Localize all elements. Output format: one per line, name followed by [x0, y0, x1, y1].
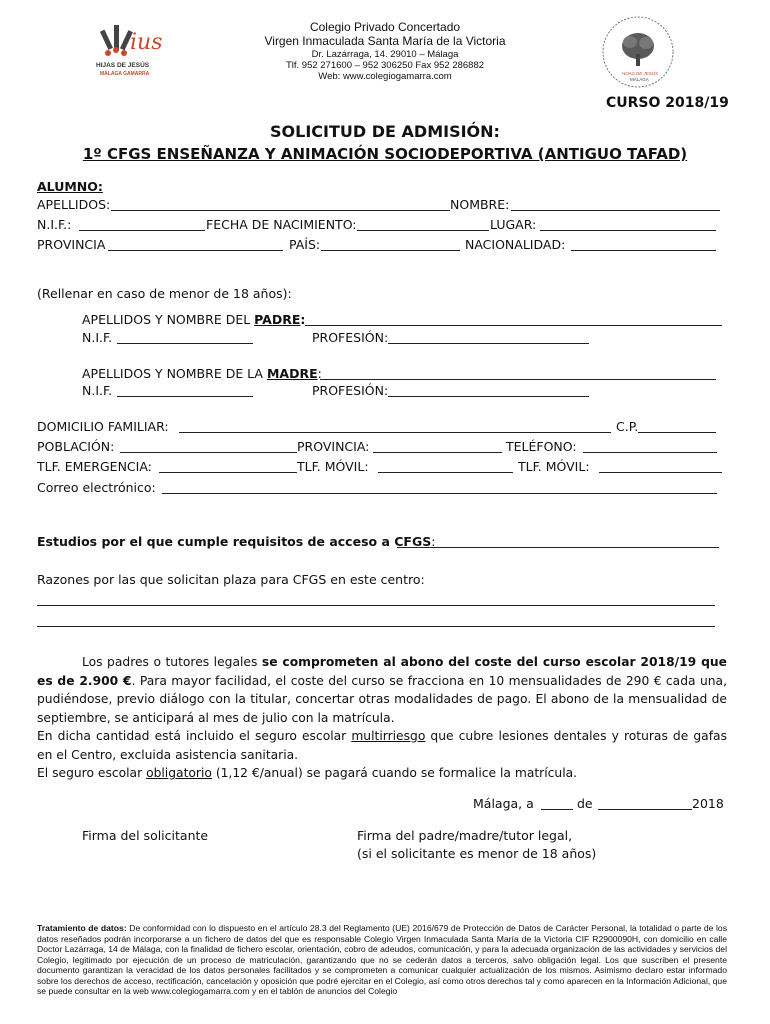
padre-name-field[interactable]	[305, 325, 722, 326]
nombre-label: NOMBRE:	[450, 197, 510, 212]
domicilio-label: DOMICILIO FAMILIAR:	[37, 419, 169, 434]
date-month-field[interactable]	[598, 809, 692, 810]
apellidos-field[interactable]	[111, 210, 450, 211]
correo-label: Correo electrónico:	[37, 480, 156, 495]
logo-left-line1: HIJAS DE JESÚS	[96, 62, 150, 69]
pais-label: PAÍS:	[289, 237, 321, 252]
privacy-notice: Tratamiento de datos: De conformidad con lo dispuesto en el artículo 28.3 del Reglamento (UE) 2016/679 de Protección de Datos de Carácter Personal, la totalidad o parte de los datos reseñados podrán incorporarse a un fichero de datos del que es responsable Colegio Virgen Inmaculada Santa María de la Victoria CIF R2900090H, con domicilio en calle Doctor Lazárraga, 14 de Málaga, con la finalidad de fichero escolar, orientación, cobro de adeudos, comunicación, y para la adecuada organización de las actividades y servicios del Colegio, legitimado por ejecución de un proceso de matriculación, garantizando que no se cederán datos a terceros, salvo obligación legal. Los que suscriben el presente documento garantizan la veracidad de los datos personales facilitados y se comprometen a comunicar cualquier actualización de los mismos. Asimismo declaro estar informado sobre los derechos de acceso, rectificación, cancelación y oposición que podré ejercitar en el Colegio, así como otros derechos tal y como aparecen en la Información Adicional, que se puede consultar en la web www.colegiogamarra.com y en el tablón de anuncios del Colegio	[37, 923, 727, 996]
school-name: Virgen Inmaculada Santa María de la Victoria	[264, 34, 506, 48]
razones-label: Razones por las que solicitan plaza para CFGS en este centro:	[37, 572, 425, 587]
pais-field[interactable]	[321, 250, 460, 251]
domicilio-field[interactable]	[179, 432, 611, 433]
course-year: CURSO 2018/19	[606, 95, 729, 111]
correo-field[interactable]	[162, 493, 717, 494]
multirriesgo-term: multirriesgo	[351, 729, 426, 743]
date-de: de	[577, 796, 593, 811]
lugar-field[interactable]	[540, 230, 716, 231]
apellidos-label: APELLIDOS:	[37, 197, 111, 212]
nif-field[interactable]	[79, 230, 205, 231]
tlf-movil-1-field[interactable]	[378, 472, 513, 473]
school-web: Web: www.colegiogamarra.com	[318, 71, 452, 82]
provincia2-field[interactable]	[373, 452, 502, 453]
padre-nif-field[interactable]	[117, 343, 253, 344]
provincia-field[interactable]	[108, 250, 283, 251]
estudios-label: Estudios por el que cumple requisitos de acceso a CFGS:	[37, 534, 436, 549]
logo-right-line2: MÁLAGA	[630, 77, 649, 82]
date-day-field[interactable]	[541, 809, 573, 810]
logo-left-line2: MÁLAGA GAMARRA	[100, 71, 150, 77]
estudios-field[interactable]	[397, 547, 719, 548]
minor-note: (Rellenar en caso de menor de 18 años):	[37, 286, 292, 301]
school-phones: Tlf. 952 271600 – 952 306250 Fax 952 286882	[285, 60, 485, 71]
padre-profesion-field[interactable]	[388, 343, 589, 344]
nacionalidad-field[interactable]	[571, 250, 716, 251]
school-type: Colegio Privado Concertado	[309, 20, 461, 34]
fecha-nacimiento-field[interactable]	[357, 230, 489, 231]
privacy-label: Tratamiento de datos:	[37, 923, 127, 933]
tlf-movil-2-field[interactable]	[599, 472, 722, 473]
madre-name-label: APELLIDOS Y NOMBRE DE LA MADRE:	[82, 366, 322, 381]
signature-applicant: Firma del solicitante	[82, 828, 209, 843]
school-address: Dr. Lazárraga, 14. 29010 – Málaga	[311, 49, 459, 60]
poblacion-label: POBLACIÓN:	[37, 439, 115, 454]
date-year: 2018	[692, 796, 724, 811]
logo-left-ius: ius	[130, 30, 163, 55]
telefono-label: TELÉFONO:	[506, 439, 577, 454]
nacionalidad-label: NACIONALIDAD:	[465, 237, 566, 252]
school-logo-right	[600, 14, 676, 90]
logo-right-line1: HIJAS DE JESÚS	[622, 71, 659, 76]
madre-label: MADRE	[266, 366, 318, 381]
razones-field-line-2[interactable]	[37, 626, 715, 627]
signature-parent-2: (si el solicitante es menor de 18 años)	[357, 846, 597, 861]
fecha-nacimiento-label: FECHA DE NACIMIENTO:	[206, 217, 357, 232]
padre-name-label: APELLIDOS Y NOMBRE DEL PADRE:	[82, 312, 306, 327]
tlf-movil-1-label: TLF. MÓVIL:	[297, 459, 369, 474]
school-logo-left	[94, 20, 164, 80]
payment-paragraph: Los padres o tutores legales se comprometen al abono del coste del curso escolar 2018/19 que es de 2.900 €. Para mayor facilidad, el coste del curso se fracciona en 10 mensualidades de 290 € cada una, pudiéndose, previo diálogo con la titular, concertar otras modalidades de pago. El abono de la mensualidad de septiembre, se anticipará al mes de julio con la matrícula. En dicha cantidad está incluido el seguro escolar multirriesgo que cubre lesiones dentales y roturas de gafas en el Centro, excluida asistencia sanitaria. El seguro escolar obligatorio (1,12 €/anual) se pagará cuando se formalice la matrícula.	[37, 655, 728, 780]
telefono-field[interactable]	[583, 452, 717, 453]
madre-name-field[interactable]	[320, 379, 716, 380]
cp-label: C.P.	[616, 419, 639, 434]
poblacion-field[interactable]	[120, 452, 297, 453]
obligatorio-term: obligatorio	[146, 766, 212, 780]
padre-label: PADRE	[254, 312, 301, 327]
madre-nif-label: N.I.F.	[82, 383, 113, 398]
madre-nif-field[interactable]	[117, 396, 253, 397]
razones-field-line-1[interactable]	[37, 605, 715, 606]
lugar-label: LUGAR:	[490, 217, 537, 232]
nombre-field[interactable]	[511, 210, 720, 211]
madre-profesion-label: PROFESIÓN:	[312, 383, 389, 398]
student-heading: ALUMNO:	[37, 179, 103, 194]
date-city: Málaga, a	[473, 796, 534, 811]
madre-profesion-field[interactable]	[388, 396, 589, 397]
tlf-emergencia-field[interactable]	[159, 472, 297, 473]
padre-nif-label: N.I.F.	[82, 330, 113, 345]
cp-field[interactable]	[638, 432, 716, 433]
provincia2-label: PROVINCIA:	[297, 439, 370, 454]
form-title: SOLICITUD DE ADMISIÓN:	[270, 122, 500, 141]
tlf-movil-2-label: TLF. MÓVIL:	[518, 459, 590, 474]
form-subtitle: 1º CFGS ENSEÑANZA Y ANIMACIÓN SOCIODEPORTIVA (ANTIGUO TAFAD)	[82, 145, 688, 163]
signature-parent-1: Firma del padre/madre/tutor legal,	[357, 828, 573, 843]
nif-label: N.I.F.:	[37, 217, 72, 232]
provincia-label: PROVINCIA	[37, 237, 106, 252]
tlf-emergencia-label: TLF. EMERGENCIA:	[37, 459, 152, 474]
padre-profesion-label: PROFESIÓN:	[312, 330, 389, 345]
